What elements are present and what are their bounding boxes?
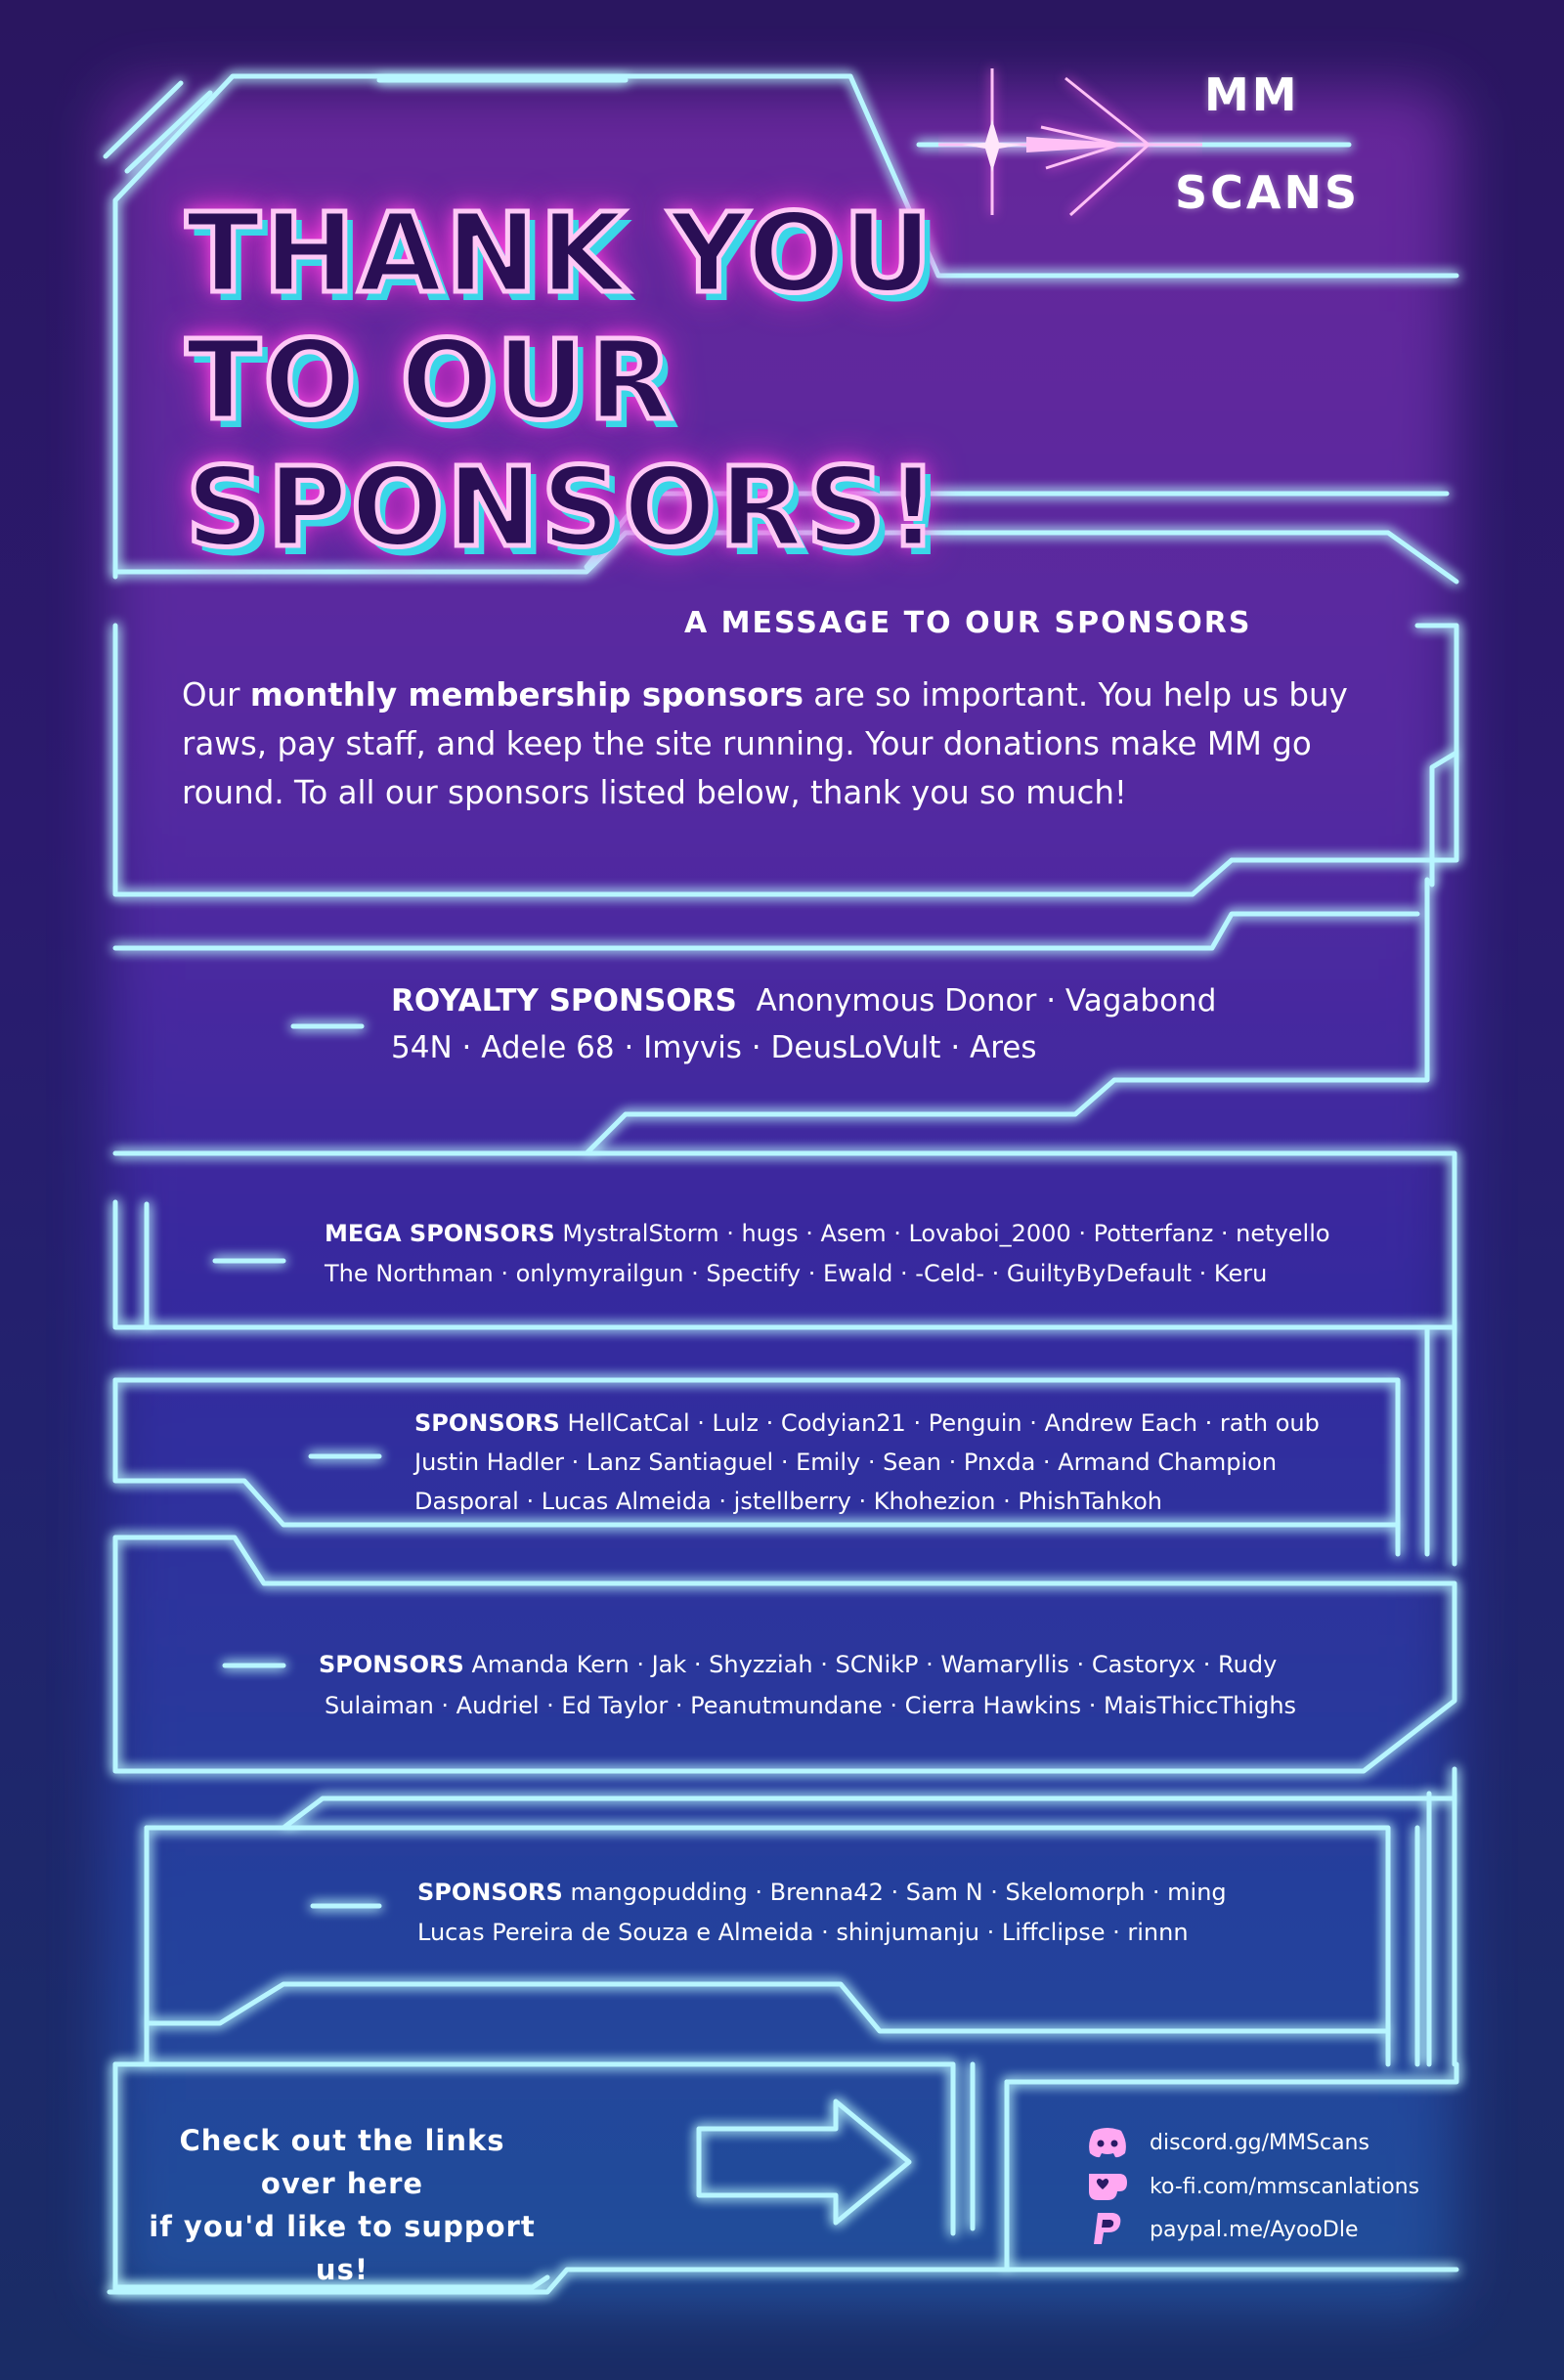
sponsors-group-2-line-1: Amanda Kern · Jak · Shyzziah · SCNikP · Wamaryllis · Castoryx · Rudy xyxy=(471,1651,1278,1678)
logo-text-mm: MM xyxy=(1204,68,1300,121)
royalty-sponsors-label: ROYALTY SPONSORS xyxy=(391,983,737,1018)
message-body xyxy=(182,671,1404,817)
sponsors-group-1-line-2: Justin Hadler · Lanz Santiaguel · Emily · Sean · Pnxda · Armand Champion xyxy=(414,1449,1278,1476)
mega-sponsors-line-2: The Northman · onlymyrailgun · Spectify · Ewald · -Celd- · GuiltyByDefault · Keru xyxy=(325,1260,1268,1287)
page-title xyxy=(186,191,1261,572)
cta-line-1: Check out the links over here xyxy=(179,2124,505,2200)
royalty-sponsors-line-1: Anonymous Donor · Vagabond xyxy=(756,983,1217,1018)
sponsors-group-3-label: SPONSORS xyxy=(417,1879,563,1906)
title-line-1: THANK YOU xyxy=(186,191,935,318)
message-text-end: are so important. You help us buy raws, pay staff, and keep the site running. Your donations make MM go round. To all our sponsors listed below, thank you so much! xyxy=(182,676,1348,811)
message-heading: A MESSAGE TO OUR SPONSORS xyxy=(684,606,1252,640)
sponsors-group-1-label: SPONSORS xyxy=(414,1409,560,1437)
kofi-icon xyxy=(1085,2168,1130,2205)
sponsors-group-2-line-2: Sulaiman · Audriel · Ed Taylor · Peanutmundane · Cierra Hawkins · MaisThiccThighs xyxy=(325,1692,1297,1719)
sponsors-group-2 xyxy=(319,1644,1453,1726)
cta-line-2: if you'd like to support us! xyxy=(149,2210,536,2286)
mega-sponsors xyxy=(325,1214,1449,1294)
sponsors-group-3 xyxy=(417,1873,1375,1953)
discord-link[interactable] xyxy=(1085,2123,1369,2162)
logo-text-scans: SCANS xyxy=(1175,166,1361,219)
support-call-to-action xyxy=(147,2119,538,2291)
kofi-link-text[interactable]: ko-fi.com/mmscanlations xyxy=(1150,2174,1420,2199)
sponsors-group-3-line-1: mangopudding · Brenna42 · Sam N · Skelomorph · ming xyxy=(570,1879,1227,1906)
kofi-link[interactable] xyxy=(1085,2167,1419,2206)
message-text-start: Our xyxy=(182,676,250,714)
discord-icon xyxy=(1085,2124,1130,2161)
mega-sponsors-label: MEGA SPONSORS xyxy=(325,1220,555,1247)
mega-sponsors-line-1: MystralStorm · hugs · Asem · Lovaboi_2000 · Potterfanz · netyello xyxy=(562,1220,1330,1247)
royalty-sponsors-line-2: 54N · Adele 68 · Imyvis · DeusLoVult · Ares xyxy=(391,1030,1037,1065)
paypal-link-text[interactable]: paypal.me/AyooDle xyxy=(1150,2217,1359,2242)
sponsors-group-1-line-3: Dasporal · Lucas Almeida · jstellberry · Khohezion · PhishTahkoh xyxy=(414,1488,1163,1515)
royalty-sponsors xyxy=(391,977,1349,1071)
paypal-link[interactable] xyxy=(1085,2210,1358,2249)
sponsors-group-2-label: SPONSORS xyxy=(319,1651,464,1678)
message-bold-text: monthly membership sponsors xyxy=(249,676,804,714)
paypal-icon xyxy=(1085,2211,1130,2248)
discord-link-text[interactable]: discord.gg/MMScans xyxy=(1150,2130,1369,2155)
sponsors-group-3-line-2: Lucas Pereira de Souza e Almeida · shinjumanju · Liffclipse · rinnn xyxy=(417,1919,1189,1946)
arrow-right-icon xyxy=(699,2101,909,2223)
sponsors-group-1-line-1: HellCatCal · Lulz · Codyian21 · Penguin · Andrew Each · rath oub xyxy=(567,1409,1320,1437)
sponsors-group-1 xyxy=(414,1404,1451,1521)
title-line-2: TO OUR SPONSORS! xyxy=(186,318,941,572)
